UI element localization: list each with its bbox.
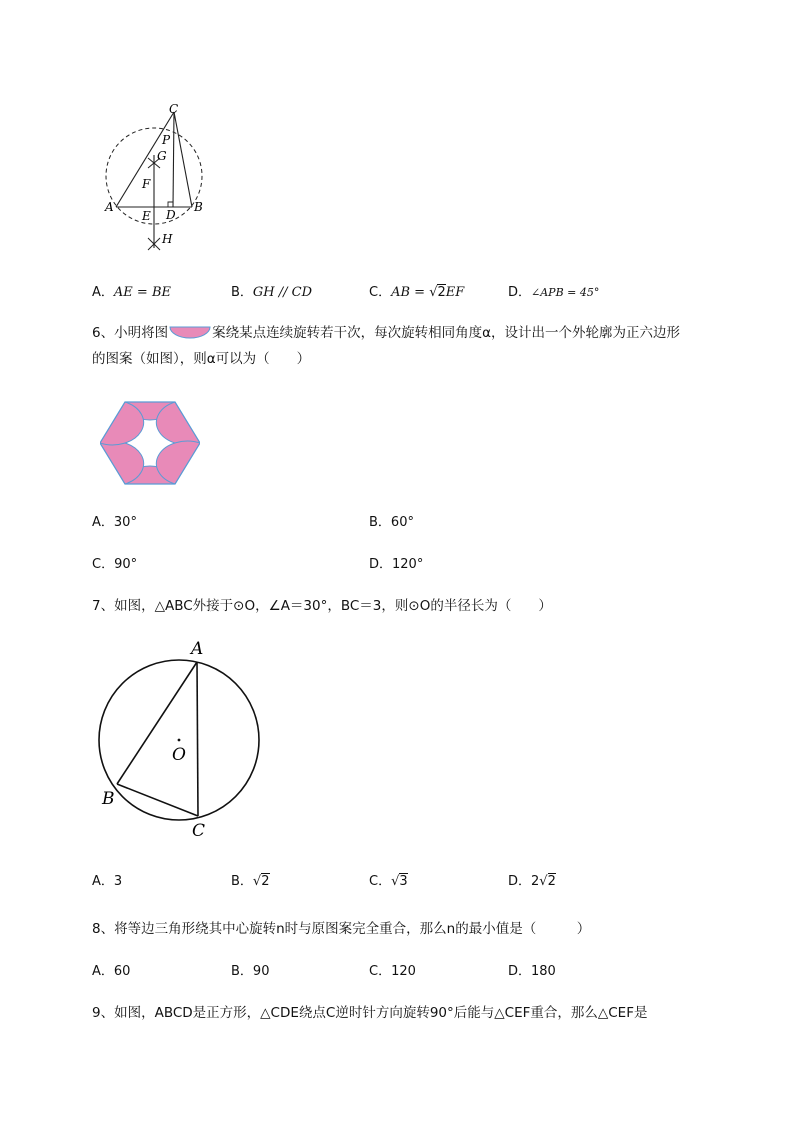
q6-hexagon-figure: [100, 400, 200, 486]
right-angle-mark: [168, 202, 173, 207]
option-letter: B．: [231, 285, 253, 300]
q5-option-b[interactable]: [231, 284, 312, 302]
q6-stem-part1: 6、小明将图: [92, 325, 169, 341]
option-text: 120: [391, 964, 416, 979]
segment-AB: [117, 662, 197, 784]
option-text-post: EF: [445, 285, 465, 300]
label-H: H: [162, 232, 173, 246]
option-letter: C．: [369, 874, 392, 889]
q5-option-a[interactable]: [92, 284, 171, 302]
option-letter: A．: [92, 515, 114, 530]
option-letter: C．: [92, 557, 115, 572]
sqrt-sign: √: [539, 874, 548, 889]
q5-option-c[interactable]: [369, 284, 464, 302]
segment-AC: [197, 662, 198, 816]
option-letter: B．: [231, 964, 253, 979]
option-text: 120°: [392, 557, 424, 572]
q8-option-a[interactable]: [92, 963, 130, 981]
label-B: B: [102, 789, 115, 809]
q7-circle-figure: [95, 636, 270, 846]
radicand: 2: [437, 285, 446, 300]
label-A: A: [191, 639, 204, 659]
option-letter: C．: [369, 285, 392, 300]
q9-stem: 9、如图，ABCD是正方形，△CDE绕点C逆时针方向旋转90°后能与△CEF重合，那么△CEF是: [92, 1005, 648, 1021]
radicand: 3: [399, 874, 408, 889]
option-text: 30°: [113, 515, 137, 530]
label-B: B: [194, 200, 203, 214]
q7-option-b[interactable]: [231, 873, 270, 891]
sqrt-sign: √: [391, 874, 400, 889]
center-dot: [178, 739, 181, 742]
option-letter: C．: [369, 964, 392, 979]
q7-option-d[interactable]: [508, 873, 556, 891]
option-text: AE = BE: [113, 285, 171, 300]
label-C: C: [169, 102, 179, 116]
q8-stem: 8、将等边三角形绕其中心旋转n时与原图案完全重合，那么n的最小值是（ ）: [92, 921, 591, 937]
option-text: ∠APB = 45°: [531, 286, 600, 299]
q6-stem-line1: [92, 324, 680, 342]
segment-BC: [117, 784, 198, 816]
option-letter: D．: [508, 874, 532, 889]
petal-lower-left: [100, 441, 144, 484]
q8-option-c[interactable]: [369, 963, 416, 981]
option-letter: A．: [92, 285, 114, 300]
q6-stem-line2: 的图案（如图），则α可以为（ ）: [92, 351, 311, 367]
q6-option-d[interactable]: [369, 556, 423, 574]
q7-option-c[interactable]: [369, 873, 408, 891]
label-O: O: [172, 745, 186, 765]
option-letter: D．: [369, 557, 393, 572]
sqrt-sign: √: [252, 874, 262, 889]
option-letter: D．: [508, 964, 532, 979]
q5-option-d[interactable]: [508, 284, 599, 302]
option-text: 180: [531, 964, 556, 979]
semicircle-pattern-icon: [168, 324, 212, 340]
petal-lower-right: [156, 441, 200, 484]
label-G: G: [157, 149, 167, 163]
option-letter: A．: [92, 964, 114, 979]
petal-upper-left: [100, 402, 144, 445]
option-text: 3: [113, 874, 123, 889]
option-text: 90: [252, 964, 270, 979]
segment-BC: [174, 112, 192, 207]
option-text: 60: [113, 964, 131, 979]
option-letter: B．: [369, 515, 391, 530]
label-P: P: [162, 133, 171, 147]
coefficient: 2: [531, 874, 540, 889]
q7-option-a[interactable]: [92, 873, 122, 891]
option-text-pre: AB =: [391, 285, 430, 300]
q8-option-d[interactable]: [508, 963, 556, 981]
radicand: 2: [261, 874, 270, 889]
q7-stem: 7、如图，△ABC外接于⊙O，∠A＝30°，BC＝3，则⊙O的半径长为（ ）: [92, 598, 552, 614]
q5-figure: [95, 100, 220, 260]
q6-stem-part2: 案绕某点连续旋转若干次，每次旋转相同角度α，设计出一个外轮廓为正六边形: [212, 325, 680, 341]
q6-option-a[interactable]: [92, 514, 137, 532]
option-text: 90°: [114, 557, 138, 572]
q6-option-b[interactable]: [369, 514, 414, 532]
radicand: 2: [547, 874, 556, 889]
label-D: D: [166, 208, 176, 222]
sqrt-sign: √: [429, 285, 438, 300]
label-E: E: [142, 209, 151, 223]
option-text: GH // CD: [252, 285, 313, 300]
q8-option-b[interactable]: [231, 963, 269, 981]
label-F: F: [142, 177, 151, 191]
option-letter: D．: [508, 285, 532, 300]
q6-option-c[interactable]: [92, 556, 137, 574]
label-A: A: [105, 200, 114, 214]
petal-upper-right: [156, 402, 200, 445]
option-text: 60°: [390, 515, 414, 530]
petal-group: [100, 402, 200, 484]
option-letter: A．: [92, 874, 114, 889]
option-letter: B．: [231, 874, 253, 889]
segment-CD: [173, 112, 174, 207]
label-C: C: [192, 821, 206, 841]
